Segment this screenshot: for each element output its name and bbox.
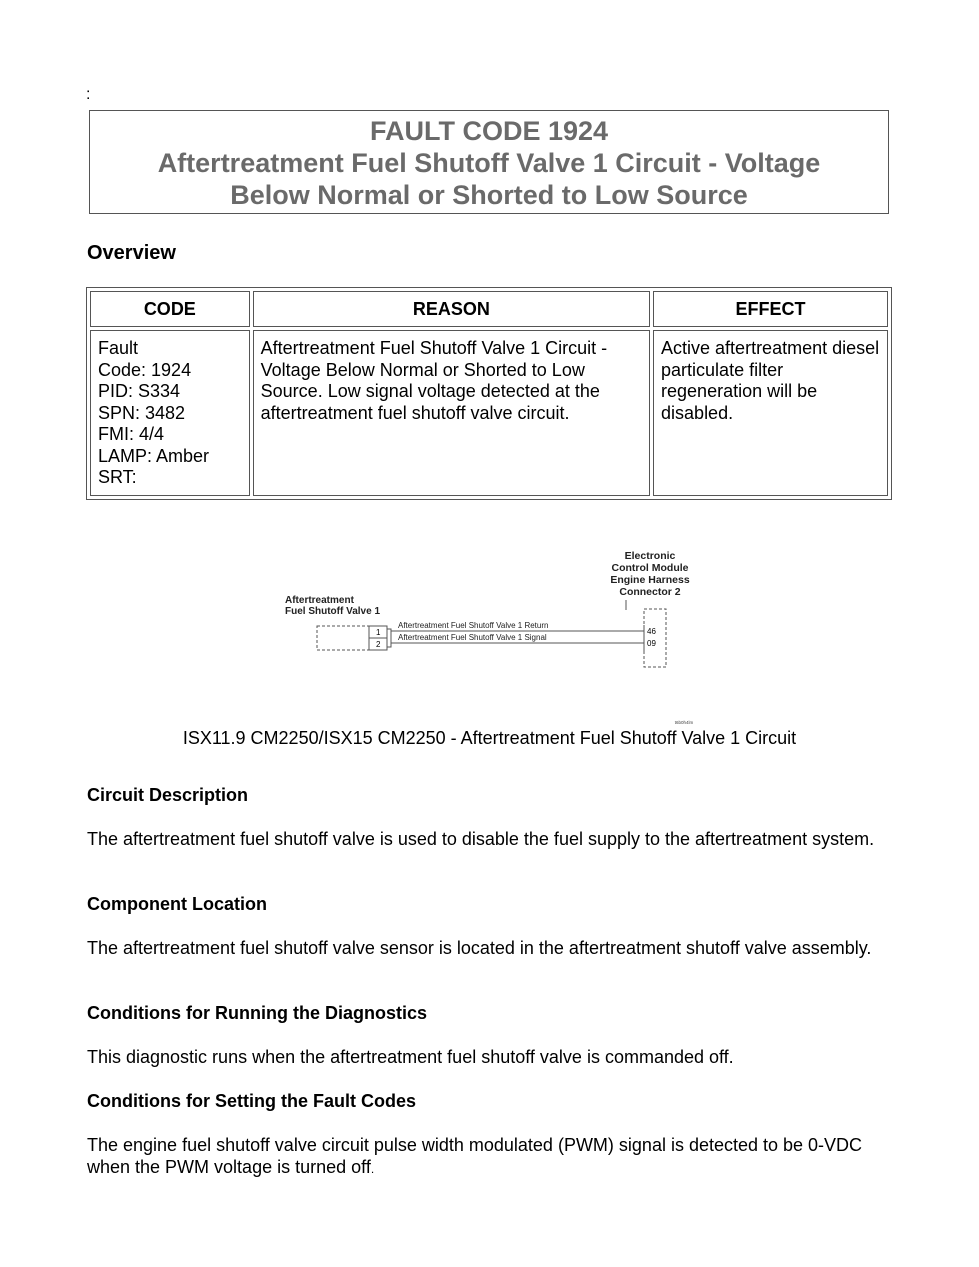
fault-description-line2: Below Normal or Shorted to Low Source [230, 180, 748, 210]
component-location-text: The aftertreatment fuel shutoff valve sensor is located in the aftertreatment shutoff valve assembly. [87, 938, 872, 958]
conditions-running-text: This diagnostic runs when the aftertreatment fuel shutoff valve is commanded off. [87, 1047, 734, 1067]
leading-colon: : [86, 86, 91, 103]
wire-return-label: Aftertreatment Fuel Shutoff Valve 1 Return [398, 621, 549, 630]
ecm-connector [644, 609, 666, 667]
ecm-pin-return: 46 [647, 627, 656, 636]
wire-signal-label: Aftertreatment Fuel Shutoff Valve 1 Signal [398, 633, 547, 642]
conditions-setting-paragraph [87, 1134, 887, 1180]
ecm-label-line4: Connector 2 [619, 586, 681, 598]
valve-label-line2: Fuel Shutoff Valve 1 [285, 606, 381, 617]
table-header-row [90, 291, 888, 327]
conditions-running-heading: Conditions for Running the Diagnostics [87, 1003, 427, 1023]
fault-title-box [89, 110, 889, 214]
reason-cell: Aftertreatment Fuel Shutoff Valve 1 Circuit - Voltage Below Normal or Shorted to Low Source. Low signal voltage detected at the aftertreatment fuel shutoff valve circuit. [253, 330, 650, 496]
code-line: Code: 1924 [98, 359, 192, 380]
diagram-caption: ISX11.9 CM2250/ISX15 CM2250 - Aftertreatment Fuel Shutoff Valve 1 Circuit [182, 728, 797, 748]
overview-heading: Overview [87, 242, 176, 264]
ecm-label-line1: Electronic [624, 550, 676, 562]
figure-id: t6b0h4lm [674, 720, 694, 725]
effect-cell: Active aftertreatment diesel particulate filter regeneration will be disabled. [653, 330, 888, 496]
conditions-setting-heading: Conditions for Setting the Fault Codes [87, 1091, 416, 1111]
code-line: SRT: [98, 467, 137, 487]
valve-label-line1: Aftertreatment [285, 595, 354, 606]
header-reason: REASON [253, 291, 650, 327]
circuit-description-text: The aftertreatment fuel shutoff valve is used to disable the fuel supply to the aftertreatment system. [87, 829, 875, 849]
fault-description-line1: Aftertreatment Fuel Shutoff Valve 1 Circuit - Voltage [157, 148, 821, 178]
header-effect: EFFECT [653, 291, 888, 327]
component-location-heading: Component Location [87, 894, 267, 914]
conditions-setting-period: . [370, 1162, 375, 1176]
circuit-description-heading: Circuit Description [87, 785, 249, 805]
header-code: CODE [90, 291, 250, 327]
ecm-label-line2: Control Module [611, 562, 689, 574]
code-line: SPN: 3482 [98, 402, 186, 423]
valve-body [317, 626, 369, 650]
valve-pin-2: 2 [376, 640, 381, 649]
code-line: LAMP: Amber [98, 445, 210, 466]
code-line: PID: S334 [98, 381, 181, 401]
fault-code-title: FAULT CODE 1924 [369, 116, 609, 146]
code-line: FMI: 4/4 [98, 424, 165, 444]
circuit-diagram [280, 545, 700, 730]
ecm-pin-signal: 09 [647, 639, 656, 648]
code-line: Fault [98, 338, 139, 358]
conditions-setting-text: The engine fuel shutoff valve circuit pulse width modulated (PWM) signal is detected to be 0-VDC when the PWM voltage is turned off [87, 1135, 863, 1177]
code-cell [90, 330, 250, 496]
valve-pin-1: 1 [376, 628, 381, 637]
fault-overview-table [86, 287, 892, 500]
table-row [90, 330, 888, 496]
ecm-label-line3: Engine Harness [610, 574, 690, 586]
